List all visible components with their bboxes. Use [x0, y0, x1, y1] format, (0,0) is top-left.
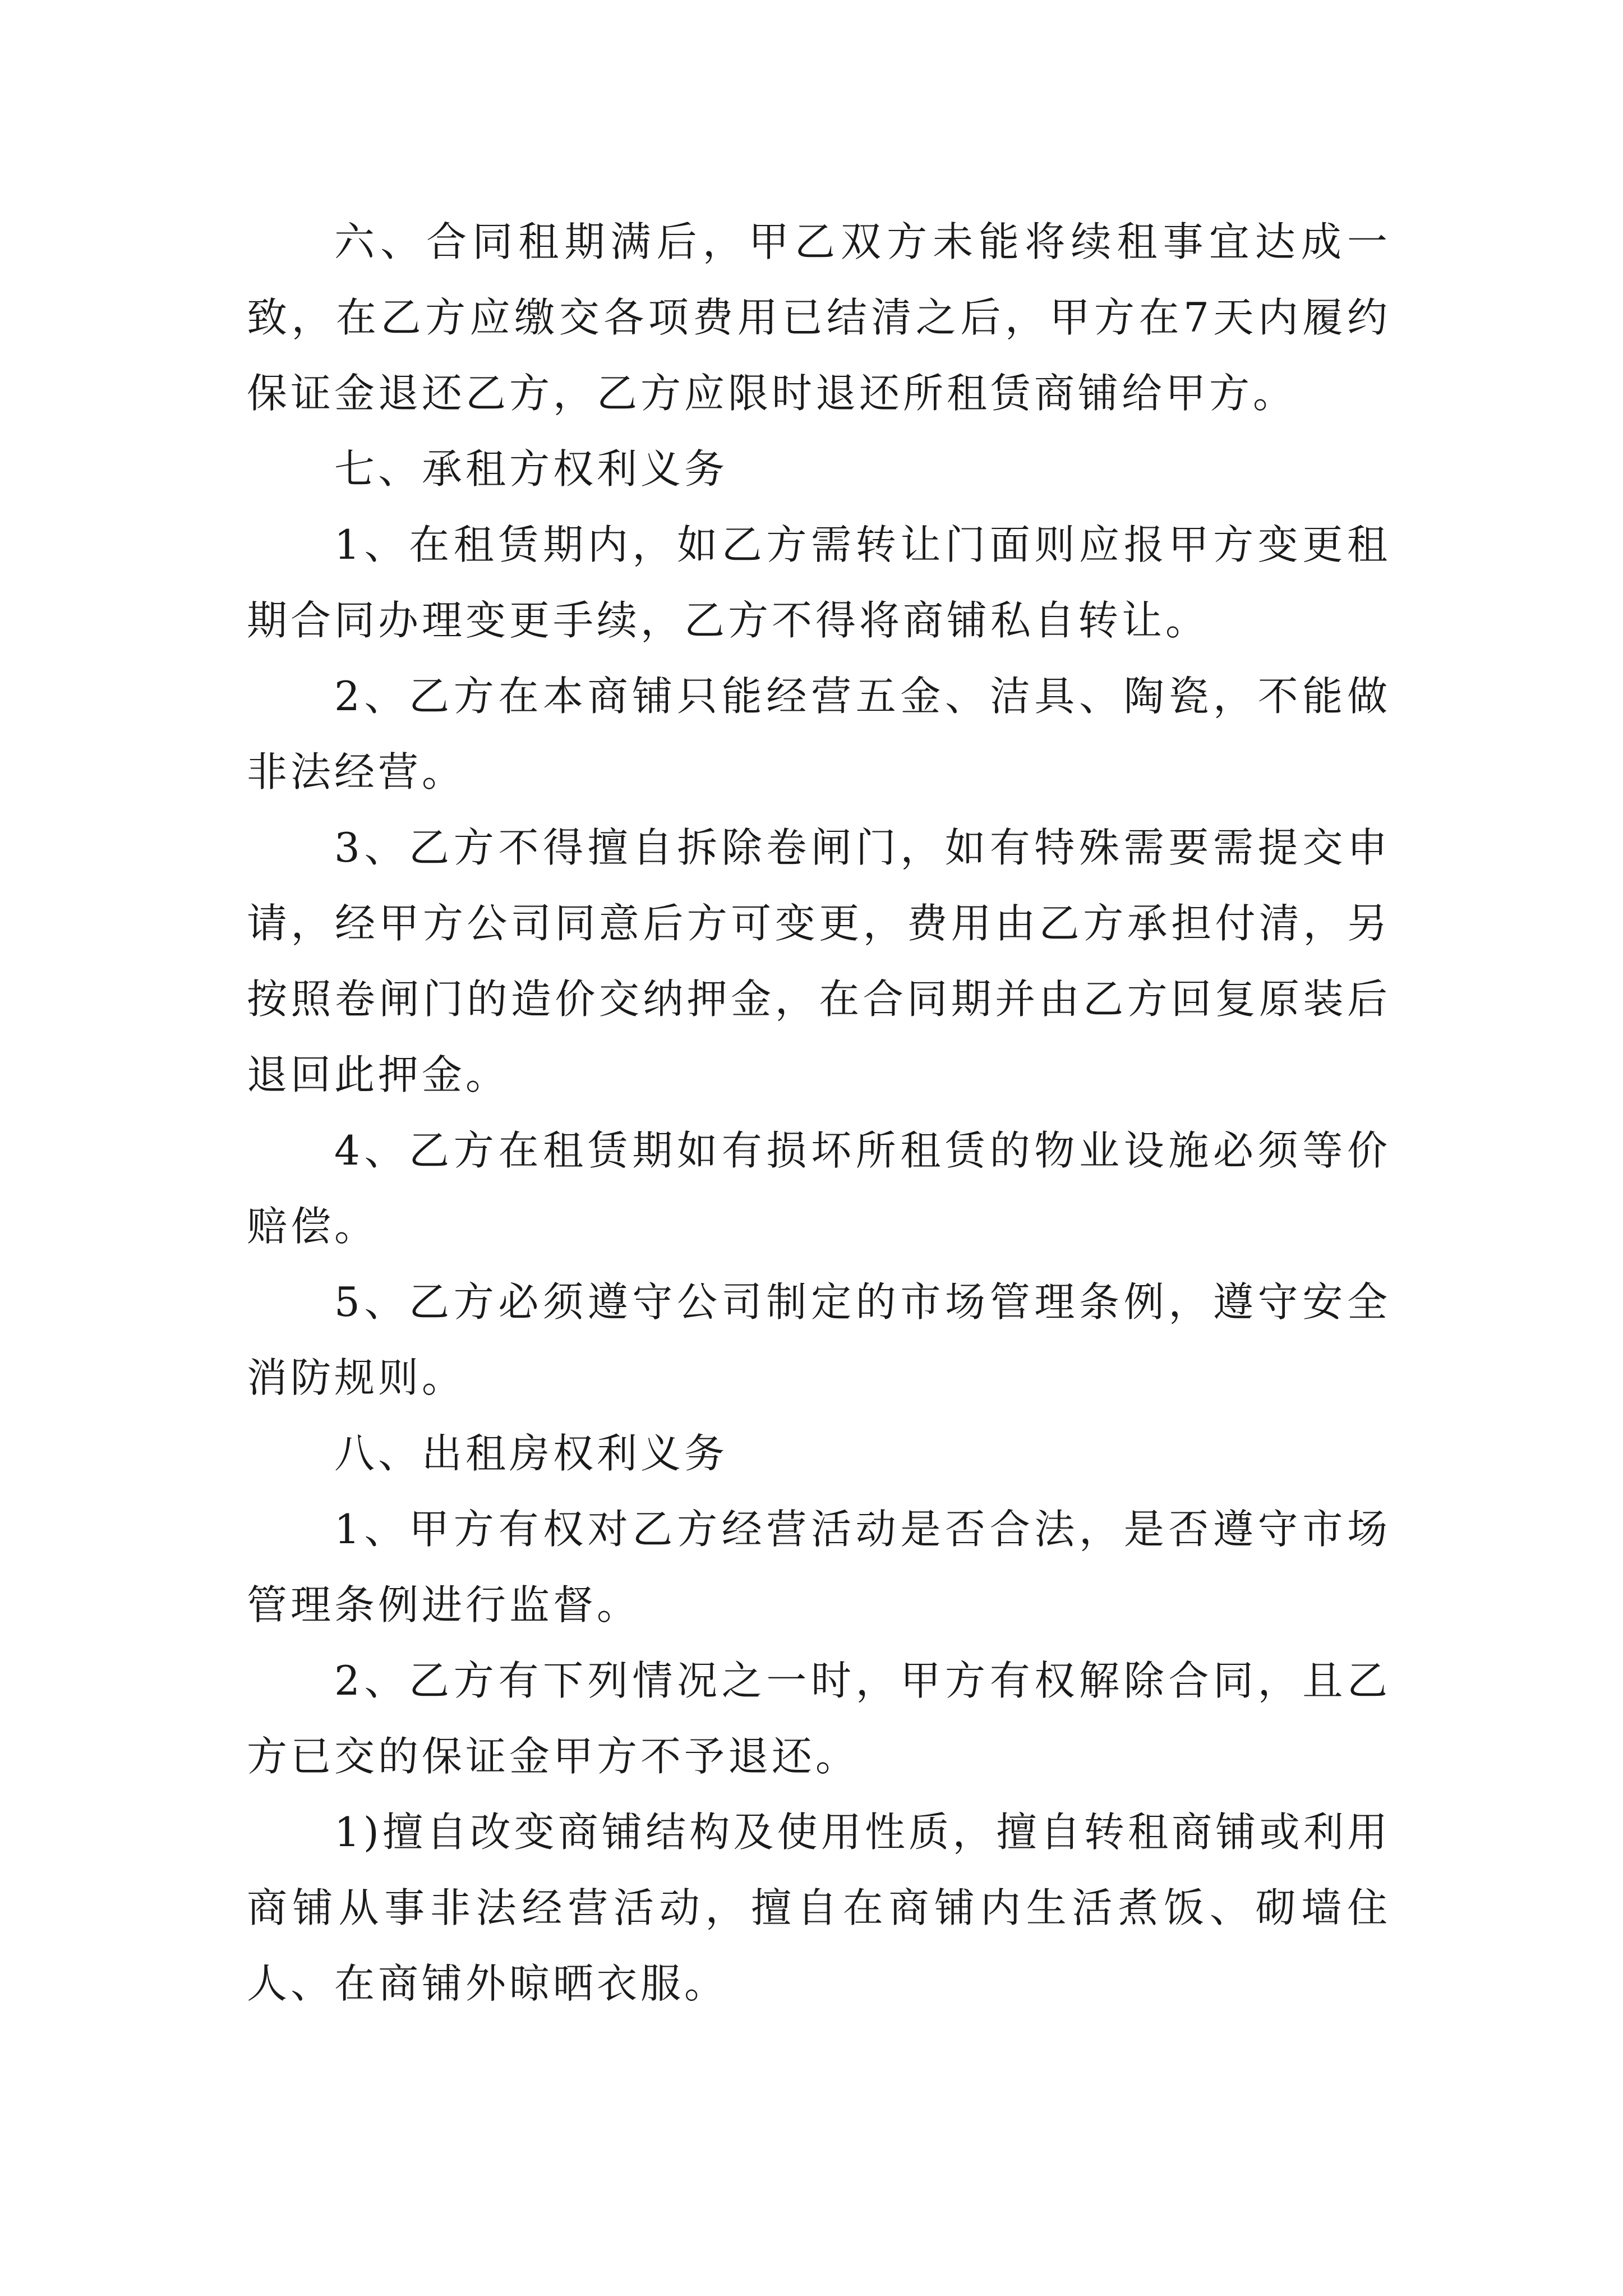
paragraph-clause-7-5: 5、乙方必须遵守公司制定的市场管理条例，遵守安全消防规则。	[247, 1278, 1391, 1401]
paragraph-clause-8-2: 2、乙方有下列情况之一时，甲方有权解除合同，且乙方已交的保证金甲方不予退还。	[247, 1657, 1391, 1780]
paragraph-clause-8-2-1: 1)擅自改变商铺结构及使用性质，擅自转租商铺或利用商铺从事非法经营活动，擅自在商铺内生活煮饭、砌墙住人、在商铺外晾晒衣服。	[247, 1809, 1391, 2007]
paragraph-clause-6: 六、合同租期满后，甲乙双方未能将续租事宜达成一致，在乙方应缴交各项费用已结清之后，甲方在7天内履约保证金退还乙方，乙方应限时退还所租赁商铺给甲方。	[247, 218, 1391, 417]
document-body	[247, 204, 1391, 2022]
heading-clause-7: 七、承租方权利义务	[334, 445, 728, 493]
paragraph-clause-7-2: 2、乙方在本商铺只能经营五金、洁具、陶瓷，不能做非法经营。	[247, 673, 1391, 795]
heading-clause-8: 八、出租房权利义务	[334, 1430, 728, 1477]
paragraph-clause-8-1: 1、甲方有权对乙方经营活动是否合法，是否遵守市场管理条例进行监督。	[247, 1506, 1391, 1628]
paragraph-clause-7-4: 4、乙方在租赁期如有损坏所租赁的物业设施必须等价赔偿。	[247, 1127, 1391, 1250]
paragraph-clause-7-3: 3、乙方不得擅自拆除卷闸门，如有特殊需要需提交申请，经甲方公司同意后方可变更，费用由乙方承担付清，另按照卷闸门的造价交纳押金，在合同期并由乙方回复原装后退回此押金。	[247, 824, 1391, 1098]
paragraph-clause-7-1: 1、在租赁期内，如乙方需转让门面则应报甲方变更租期合同办理变更手续，乙方不得将商铺私自转让。	[247, 521, 1391, 644]
